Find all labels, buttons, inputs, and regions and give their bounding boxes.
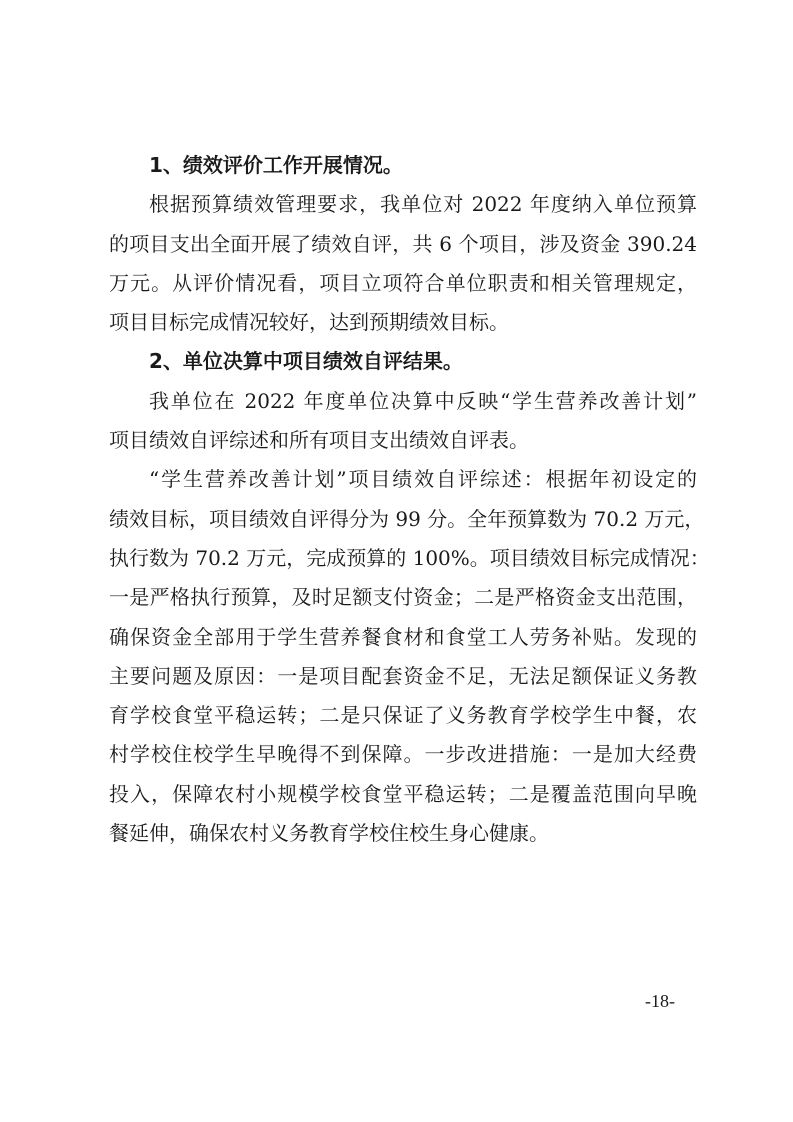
paragraph-line: 执行数为 70.2 万元，完成预算的 100%。项目绩效目标完成情况：: [109, 545, 710, 570]
paragraph-line: 村学校住校学生早晚得不到保障。一步改进措施：一是加大经费: [109, 742, 697, 767]
paragraph-line: 项目绩效自评综述和所有项目支出绩效自评表。: [109, 428, 529, 453]
paragraph-line: 餐延伸，确保农村义务教育学校住校生身心健康。: [109, 821, 549, 846]
paragraph-line: 育学校食堂平稳运转；二是只保证了义务教育学校学生中餐，农: [109, 703, 697, 728]
paragraph-line: 绩效目标，项目绩效自评得分为 99 分。全年预算数为 70.2 万元，: [109, 506, 705, 531]
paragraph-line: 万元。从评价情况看，项目立项符合单位职责和相关管理规定，: [109, 270, 697, 295]
paragraph-line: 投入，保障农村小规模学校食堂平稳运转；二是覆盖范围向早晚: [109, 781, 697, 806]
section-2-heading: 2、单位决算中项目绩效自评结果。: [149, 349, 463, 374]
paragraph-line: “学生营养改善计划”项目绩效自评综述：根据年初设定的: [149, 467, 697, 492]
paragraph-line: 项目目标完成情况较好，达到预期绩效目标。: [109, 310, 509, 335]
document-body: [109, 146, 710, 853]
paragraph-line: 的项目支出全面开展了绩效自评，共 6 个项目，涉及资金 390.24: [109, 231, 697, 256]
paragraph-line: 根据预算绩效管理要求，我单位对 2022 年度纳入单位预算: [149, 192, 697, 217]
section-1-paragraph: [109, 185, 697, 342]
section-2-paragraph-1: [109, 382, 697, 461]
section-1-heading: 1、绩效评价工作开展情况。: [149, 153, 403, 177]
paragraph-line: 一是严格执行预算，及时足额支付资金；二是严格资金支出范围，: [109, 585, 697, 610]
paragraph-line: 我单位在 2022 年度单位决算中反映“学生营养改善计划”: [149, 388, 697, 413]
paragraph-line: 确保资金全部用于学生营养餐食材和食堂工人劳务补贴。发现的: [109, 624, 697, 649]
paragraph-line: 主要问题及原因：一是项目配套资金不足，无法足额保证义务教: [109, 663, 697, 688]
page-number: -18-: [645, 991, 675, 1011]
section-2-paragraph-2: [109, 460, 710, 853]
